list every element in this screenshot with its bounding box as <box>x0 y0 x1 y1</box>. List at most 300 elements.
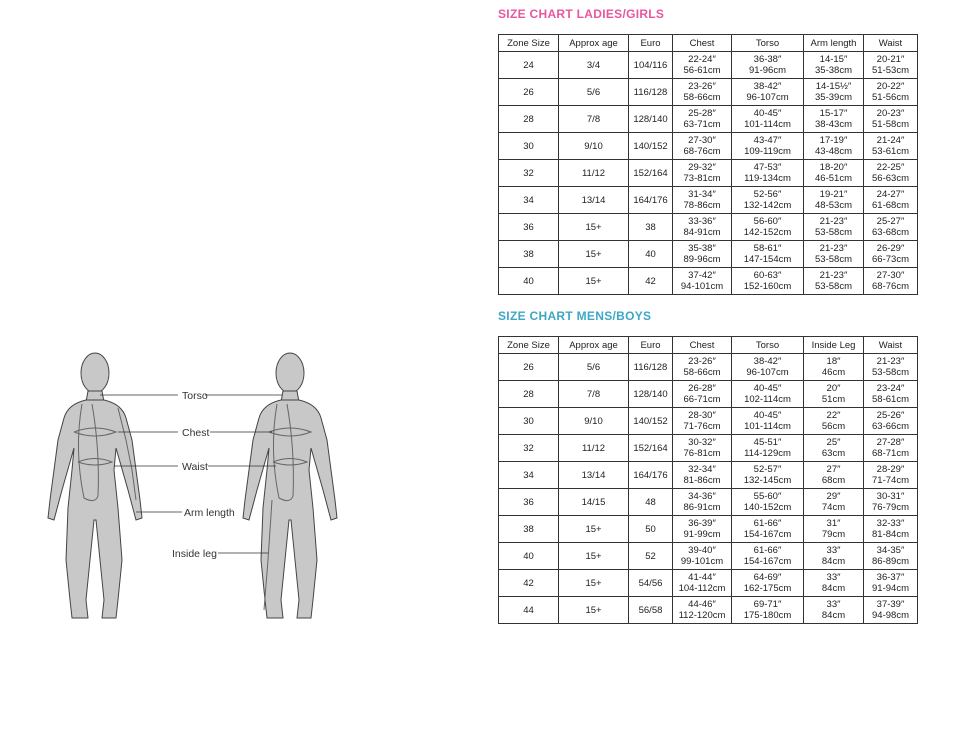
value-cm: 86-91cm <box>683 502 721 513</box>
table-cell: 116/128 <box>629 354 673 381</box>
value-cm: 132-145cm <box>743 475 792 486</box>
table-cell <box>864 187 918 214</box>
table-cell <box>804 187 864 214</box>
value-cm: 35-39cm <box>815 92 852 103</box>
table-cell <box>673 79 732 106</box>
value-inches: 31-34″ <box>688 189 716 200</box>
value-inches: 27-30″ <box>688 135 716 146</box>
value-inches: 38-42″ <box>753 356 782 367</box>
value-inches: 17-19″ <box>819 135 848 146</box>
value-cm: 89-96cm <box>683 254 721 265</box>
table-row <box>499 52 918 79</box>
table-cell: 36 <box>499 489 559 516</box>
table-cell <box>864 241 918 268</box>
mens-size-table <box>498 336 918 624</box>
table-cell: 15+ <box>559 516 629 543</box>
value-inches: 25-28″ <box>688 108 716 119</box>
value-inches: 43-47″ <box>753 135 782 146</box>
value-inches: 22″ <box>826 410 841 421</box>
table-cell <box>864 52 918 79</box>
table-cell: 40 <box>629 241 673 268</box>
value-inches: 36-37″ <box>876 572 905 583</box>
value-cm: 58-66cm <box>683 367 721 378</box>
label-torso: Torso <box>182 390 208 402</box>
value-inches: 55-60″ <box>753 491 782 502</box>
column-header: Arm length <box>804 35 864 52</box>
table-cell <box>864 381 918 408</box>
table-cell: 13/14 <box>559 462 629 489</box>
table-cell <box>804 214 864 241</box>
value-inches: 38-42″ <box>753 81 782 92</box>
value-cm: 73-81cm <box>683 173 721 184</box>
measurement-figures <box>0 0 480 737</box>
table-cell: 24 <box>499 52 559 79</box>
table-cell: 5/6 <box>559 79 629 106</box>
table-cell <box>673 133 732 160</box>
value-cm: 63cm <box>821 448 846 459</box>
column-header: Torso <box>732 35 804 52</box>
table-cell: 52 <box>629 543 673 570</box>
value-inches: 28-30″ <box>688 410 716 421</box>
value-cm: 91-96cm <box>749 65 786 76</box>
value-inches: 18-20″ <box>819 162 848 173</box>
table-cell: 56/58 <box>629 597 673 624</box>
table-row <box>499 133 918 160</box>
table-cell <box>673 52 732 79</box>
label-arm-length: Arm length <box>184 507 235 519</box>
table-cell: 116/128 <box>629 79 673 106</box>
table-cell <box>732 268 804 295</box>
value-inches: 45-51″ <box>753 437 782 448</box>
table-cell <box>732 435 804 462</box>
table-row <box>499 160 918 187</box>
table-cell: 44 <box>499 597 559 624</box>
value-inches: 20-23″ <box>876 108 905 119</box>
value-cm: 53-58cm <box>872 367 909 378</box>
table-cell <box>732 79 804 106</box>
value-cm: 63-68cm <box>872 227 909 238</box>
table-cell <box>732 52 804 79</box>
table-cell <box>732 462 804 489</box>
value-inches: 26-29″ <box>876 243 905 254</box>
value-inches: 25″ <box>826 437 841 448</box>
value-cm: 71-74cm <box>872 475 909 486</box>
table-cell: 36 <box>499 214 559 241</box>
table-cell <box>732 408 804 435</box>
value-cm: 35-38cm <box>815 65 852 76</box>
table-cell: 26 <box>499 79 559 106</box>
table-cell <box>732 160 804 187</box>
value-cm: 53-58cm <box>815 227 852 238</box>
column-header: Waist <box>864 35 918 52</box>
table-cell: 48 <box>629 489 673 516</box>
column-header: Chest <box>673 35 732 52</box>
value-inches: 19-21″ <box>819 189 848 200</box>
value-inches: 30-31″ <box>876 491 905 502</box>
table-cell: 3/4 <box>559 52 629 79</box>
table-cell <box>673 543 732 570</box>
value-inches: 25-26″ <box>876 410 905 421</box>
table-cell: 40 <box>499 268 559 295</box>
value-cm: 102-114cm <box>744 394 791 405</box>
table-row <box>499 516 918 543</box>
value-cm: 86-89cm <box>872 556 909 567</box>
value-cm: 56cm <box>821 421 846 432</box>
value-inches: 36-38″ <box>753 54 782 65</box>
table-cell <box>673 516 732 543</box>
value-cm: 104-112cm <box>678 583 726 594</box>
value-inches: 60-63″ <box>753 270 782 281</box>
value-inches: 27″ <box>826 464 841 475</box>
value-inches: 14-15″ <box>819 54 848 65</box>
value-cm: 132-142cm <box>743 200 792 211</box>
value-inches: 23-26″ <box>688 356 716 367</box>
table-cell: 50 <box>629 516 673 543</box>
table-cell: 28 <box>499 106 559 133</box>
table-cell <box>673 187 732 214</box>
table-cell <box>673 489 732 516</box>
value-inches: 22-25″ <box>876 162 905 173</box>
value-cm: 53-58cm <box>815 281 852 292</box>
value-inches: 56-60″ <box>753 216 782 227</box>
value-inches: 39-40″ <box>688 545 716 556</box>
table-cell <box>732 543 804 570</box>
table-cell <box>804 489 864 516</box>
value-inches: 14-15½″ <box>815 81 852 92</box>
table-row <box>499 241 918 268</box>
table-cell <box>804 408 864 435</box>
value-cm: 38-43cm <box>815 119 852 130</box>
table-cell <box>864 354 918 381</box>
table-cell: 15+ <box>559 543 629 570</box>
table-cell <box>864 516 918 543</box>
column-header: Approx age <box>559 337 629 354</box>
value-cm: 68-71cm <box>872 448 909 459</box>
value-inches: 21-23″ <box>819 270 848 281</box>
table-cell: 9/10 <box>559 133 629 160</box>
value-cm: 147-154cm <box>743 254 792 265</box>
table-cell <box>673 381 732 408</box>
table-cell: 38 <box>499 516 559 543</box>
value-cm: 74cm <box>821 502 846 513</box>
table-cell <box>673 570 732 597</box>
value-cm: 58-66cm <box>683 92 721 103</box>
value-inches: 52-56″ <box>753 189 782 200</box>
value-inches: 40-45″ <box>753 410 782 421</box>
table-row <box>499 597 918 624</box>
value-inches: 20-22″ <box>876 81 905 92</box>
value-cm: 84-91cm <box>683 227 721 238</box>
value-cm: 101-114cm <box>744 421 791 432</box>
value-inches: 30-32″ <box>688 437 716 448</box>
table-row <box>499 79 918 106</box>
mens-size-chart-title: SIZE CHART MENS/BOYS <box>498 309 652 323</box>
table-cell: 42 <box>629 268 673 295</box>
value-cm: 63-71cm <box>683 119 721 130</box>
table-cell: 152/164 <box>629 435 673 462</box>
table-cell <box>732 516 804 543</box>
table-cell: 15+ <box>559 570 629 597</box>
value-cm: 63-66cm <box>872 421 909 432</box>
table-cell <box>864 462 918 489</box>
value-cm: 91-94cm <box>872 583 909 594</box>
value-cm: 51-58cm <box>872 119 909 130</box>
value-cm: 162-175cm <box>743 583 792 594</box>
value-inches: 22-24″ <box>688 54 716 65</box>
table-cell <box>864 543 918 570</box>
table-cell <box>804 462 864 489</box>
value-cm: 119-134cm <box>744 173 791 184</box>
table-cell <box>804 354 864 381</box>
table-cell <box>804 570 864 597</box>
value-inches: 33″ <box>826 545 841 556</box>
table-cell: 15+ <box>559 597 629 624</box>
table-cell: 7/8 <box>559 381 629 408</box>
value-inches: 23-24″ <box>876 383 905 394</box>
table-cell <box>673 241 732 268</box>
value-cm: 81-84cm <box>872 529 909 540</box>
value-cm: 43-48cm <box>815 146 852 157</box>
value-cm: 81-86cm <box>683 475 721 486</box>
table-cell: 38 <box>499 241 559 268</box>
value-cm: 68-76cm <box>872 281 909 292</box>
table-cell <box>864 160 918 187</box>
table-header-row <box>499 337 918 354</box>
table-row <box>499 381 918 408</box>
table-cell <box>804 435 864 462</box>
table-cell <box>804 79 864 106</box>
value-inches: 40-45″ <box>753 108 782 119</box>
value-inches: 58-61″ <box>753 243 782 254</box>
column-header: Euro <box>629 35 673 52</box>
table-header-row <box>499 35 918 52</box>
ladies-size-table <box>498 34 918 295</box>
table-cell <box>732 381 804 408</box>
value-inches: 69-71″ <box>753 599 782 610</box>
value-inches: 33″ <box>826 572 841 583</box>
table-row <box>499 187 918 214</box>
table-row <box>499 106 918 133</box>
value-inches: 61-66″ <box>753 518 782 529</box>
value-cm: 66-73cm <box>872 254 909 265</box>
table-row <box>499 435 918 462</box>
value-cm: 99-101cm <box>680 556 724 567</box>
value-inches: 52-57″ <box>753 464 782 475</box>
value-cm: 53-61cm <box>872 146 909 157</box>
value-cm: 66-71cm <box>683 394 721 405</box>
table-cell: 5/6 <box>559 354 629 381</box>
value-cm: 154-167cm <box>743 556 792 567</box>
value-cm: 51-53cm <box>872 65 909 76</box>
value-inches: 37-39″ <box>876 599 905 610</box>
table-cell <box>673 214 732 241</box>
table-cell <box>732 570 804 597</box>
table-cell: 140/152 <box>629 133 673 160</box>
value-cm: 84cm <box>821 583 846 594</box>
table-row <box>499 354 918 381</box>
table-cell <box>864 79 918 106</box>
column-header: Waist <box>864 337 918 354</box>
table-cell: 15+ <box>559 214 629 241</box>
table-cell <box>804 381 864 408</box>
table-cell: 38 <box>629 214 673 241</box>
value-cm: 91-99cm <box>683 529 721 540</box>
table-cell: 34 <box>499 187 559 214</box>
table-cell: 164/176 <box>629 462 673 489</box>
value-cm: 79cm <box>821 529 846 540</box>
value-inches: 41-44″ <box>688 572 716 583</box>
table-cell: 7/8 <box>559 106 629 133</box>
table-cell: 54/56 <box>629 570 673 597</box>
value-inches: 47-53″ <box>753 162 782 173</box>
table-cell <box>673 597 732 624</box>
table-cell: 30 <box>499 133 559 160</box>
value-cm: 140-152cm <box>743 502 792 513</box>
left-figure <box>48 353 142 618</box>
table-row <box>499 543 918 570</box>
value-cm: 61-68cm <box>872 200 909 211</box>
table-cell: 11/12 <box>559 160 629 187</box>
value-cm: 84cm <box>821 556 846 567</box>
table-cell <box>673 106 732 133</box>
value-cm: 94-101cm <box>680 281 724 292</box>
table-cell <box>732 241 804 268</box>
column-header: Approx age <box>559 35 629 52</box>
table-cell <box>673 462 732 489</box>
value-cm: 112-120cm <box>678 610 726 621</box>
table-cell <box>864 268 918 295</box>
value-cm: 78-86cm <box>683 200 721 211</box>
table-cell <box>673 354 732 381</box>
table-cell <box>804 52 864 79</box>
value-inches: 21-24″ <box>876 135 905 146</box>
value-inches: 27-28″ <box>876 437 905 448</box>
value-inches: 34-35″ <box>876 545 905 556</box>
table-cell <box>732 214 804 241</box>
table-cell: 30 <box>499 408 559 435</box>
table-cell <box>864 435 918 462</box>
table-cell: 32 <box>499 435 559 462</box>
value-cm: 51-56cm <box>872 92 909 103</box>
value-inches: 34-36″ <box>688 491 716 502</box>
table-cell <box>732 187 804 214</box>
value-inches: 36-39″ <box>688 518 716 529</box>
table-cell <box>804 543 864 570</box>
value-inches: 18″ <box>826 356 841 367</box>
value-cm: 96-107cm <box>746 367 789 378</box>
column-header: Zone Size <box>499 35 559 52</box>
table-cell <box>673 268 732 295</box>
value-cm: 94-98cm <box>872 610 909 621</box>
table-cell <box>864 570 918 597</box>
value-inches: 37-42″ <box>688 270 716 281</box>
value-cm: 58-61cm <box>872 394 909 405</box>
value-cm: 154-167cm <box>743 529 792 540</box>
value-inches: 27-30″ <box>876 270 905 281</box>
value-inches: 24-27″ <box>876 189 905 200</box>
table-cell: 9/10 <box>559 408 629 435</box>
table-cell <box>732 106 804 133</box>
value-cm: 46-51cm <box>815 173 852 184</box>
value-inches: 31″ <box>826 518 841 529</box>
table-cell: 13/14 <box>559 187 629 214</box>
table-cell <box>673 160 732 187</box>
value-inches: 64-69″ <box>753 572 782 583</box>
table-cell: 26 <box>499 354 559 381</box>
value-cm: 56-61cm <box>683 65 721 76</box>
value-inches: 28-29″ <box>876 464 905 475</box>
value-cm: 68-76cm <box>683 146 721 157</box>
value-inches: 21-23″ <box>819 243 848 254</box>
right-figure <box>243 353 337 618</box>
table-cell: 14/15 <box>559 489 629 516</box>
table-cell: 32 <box>499 160 559 187</box>
table-cell <box>804 160 864 187</box>
value-inches: 20″ <box>826 383 841 394</box>
table-cell: 34 <box>499 462 559 489</box>
table-cell <box>864 133 918 160</box>
value-cm: 109-119cm <box>744 146 791 157</box>
table-row <box>499 570 918 597</box>
value-cm: 46cm <box>821 367 846 378</box>
table-cell: 11/12 <box>559 435 629 462</box>
table-cell: 40 <box>499 543 559 570</box>
table-cell: 140/152 <box>629 408 673 435</box>
table-cell <box>673 408 732 435</box>
column-header: Inside Leg <box>804 337 864 354</box>
table-row <box>499 462 918 489</box>
table-cell <box>864 214 918 241</box>
table-cell <box>864 106 918 133</box>
value-cm: 71-76cm <box>683 421 721 432</box>
table-row <box>499 408 918 435</box>
value-cm: 68cm <box>821 475 846 486</box>
column-header: Euro <box>629 337 673 354</box>
table-cell: 15+ <box>559 268 629 295</box>
value-cm: 142-152cm <box>743 227 792 238</box>
table-cell <box>673 435 732 462</box>
table-cell <box>804 516 864 543</box>
value-inches: 23-26″ <box>688 81 716 92</box>
value-cm: 76-81cm <box>683 448 721 459</box>
value-inches: 61-66″ <box>753 545 782 556</box>
value-inches: 25-27″ <box>876 216 905 227</box>
value-inches: 33-36″ <box>688 216 716 227</box>
value-inches: 15-17″ <box>819 108 848 119</box>
column-header: Chest <box>673 337 732 354</box>
value-inches: 32-33″ <box>876 518 905 529</box>
table-cell: 104/116 <box>629 52 673 79</box>
table-cell: 128/140 <box>629 381 673 408</box>
table-cell: 152/164 <box>629 160 673 187</box>
value-inches: 35-38″ <box>688 243 716 254</box>
label-waist: Waist <box>182 461 208 473</box>
table-row <box>499 268 918 295</box>
ladies-size-chart-title: SIZE CHART LADIES/GIRLS <box>498 7 665 21</box>
table-cell: 164/176 <box>629 187 673 214</box>
value-inches: 33″ <box>826 599 841 610</box>
table-cell <box>732 489 804 516</box>
table-cell: 42 <box>499 570 559 597</box>
table-cell <box>804 106 864 133</box>
value-cm: 175-180cm <box>743 610 792 621</box>
value-cm: 53-58cm <box>815 254 852 265</box>
value-inches: 44-46″ <box>688 599 716 610</box>
label-chest: Chest <box>182 427 210 439</box>
table-cell <box>864 597 918 624</box>
table-cell <box>732 354 804 381</box>
value-inches: 32-34″ <box>688 464 716 475</box>
